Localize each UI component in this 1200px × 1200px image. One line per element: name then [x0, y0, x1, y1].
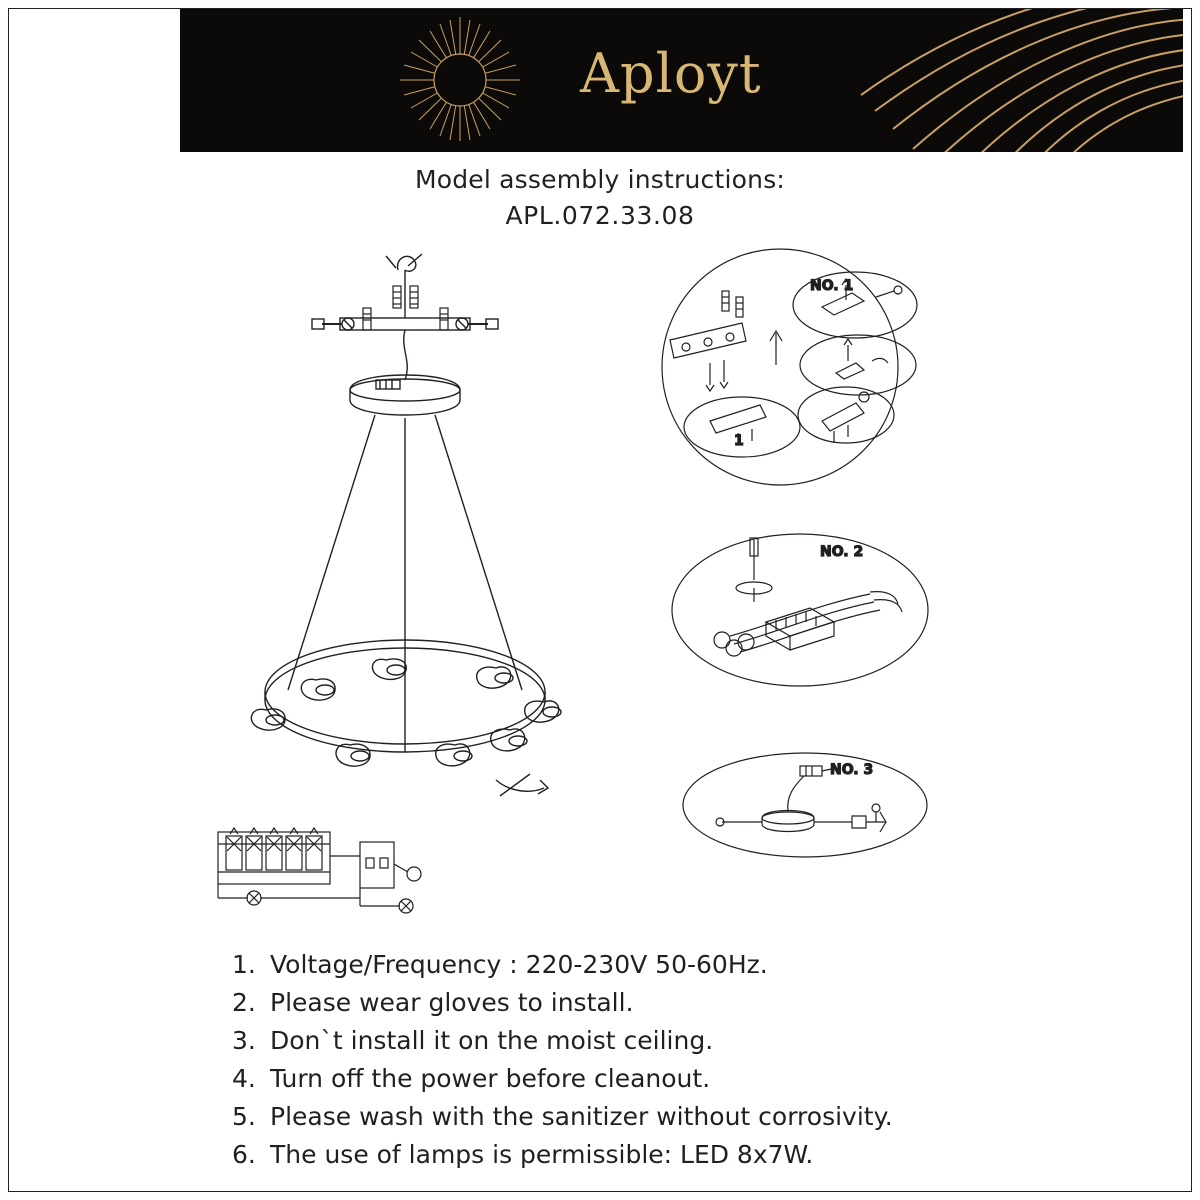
sunburst-icon: [395, 15, 525, 145]
note-text: Voltage/Frequency : 220-230V 50-60Hz.: [270, 950, 768, 979]
note-text: The use of lamps is permissible: LED 8x7W.: [270, 1140, 814, 1169]
step-1-label: NO. 1: [810, 278, 854, 294]
note-text: Turn off the power before cleanout.: [270, 1064, 711, 1093]
note-number: 4.: [232, 1064, 256, 1093]
list-item: [232, 950, 1062, 979]
notes-list: [232, 950, 1062, 1178]
model-code: APL.072.33.08: [505, 201, 695, 230]
note-number: 1.: [232, 950, 256, 979]
step-2-terminal-connection: [670, 530, 930, 690]
wiring-terminal-diagram: [210, 820, 440, 930]
note-number: 6.: [232, 1140, 256, 1169]
step-1-ceiling-bracket: [650, 245, 930, 505]
note-number: 5.: [232, 1102, 256, 1131]
palm-rays-icon: [853, 9, 1183, 152]
note-text: Don`t install it on the moist ceiling.: [270, 1026, 714, 1055]
rotation-arrow-icon: [496, 774, 548, 796]
list-item: [232, 1140, 1062, 1169]
note-text: Please wash with the sanitizer without corrosivity.: [270, 1102, 893, 1131]
chandelier-assembly-diagram: [200, 240, 620, 820]
brand-banner: [180, 9, 1183, 152]
step-3-canopy-fixing: [680, 750, 930, 860]
note-text: Please wear gloves to install.: [270, 988, 634, 1017]
brand-wordmark: Aployt: [580, 42, 762, 105]
step-2-label: NO. 2: [820, 544, 864, 560]
note-number: 3.: [232, 1026, 256, 1055]
note-number: 2.: [232, 988, 256, 1017]
instructions-title: Model assembly instructions:: [414, 165, 786, 194]
list-item: [232, 1064, 1062, 1093]
list-item: [232, 1102, 1062, 1131]
list-item: [232, 988, 1062, 1017]
list-item: [232, 1026, 1062, 1055]
step-1-marker: 1: [734, 433, 744, 449]
step-3-label: NO. 3: [830, 762, 874, 778]
page-title: [0, 165, 1200, 230]
